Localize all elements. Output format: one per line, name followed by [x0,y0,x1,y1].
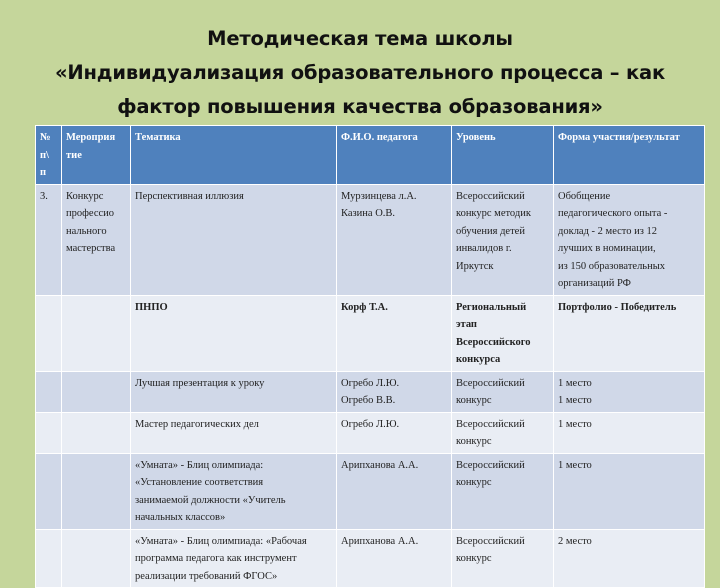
table-row [36,371,705,412]
teacher-line: Мурзинцева л.А. [341,190,417,202]
result-line: Обобщение [558,190,611,202]
cell-level [452,529,554,588]
teacher-line: Арипханова А.А. [341,535,419,547]
header-level: Уровень [452,126,554,185]
teacher-line: Огребо В.В. [341,395,396,406]
cell-teacher [337,529,452,588]
teacher-line: Казина О.В. [341,208,396,219]
cell-num [36,529,62,588]
page-title [0,22,720,124]
cell-topic [131,529,337,588]
header-topic: Тематика [131,126,337,185]
result-line: из 150 образовательных [558,260,666,272]
cell-num [36,371,62,412]
cell-teacher [337,371,452,412]
cell-topic [131,184,337,295]
cell-level [452,453,554,529]
header-result: Форма участия/результат [554,126,705,185]
table-row [36,184,705,295]
teacher-line: Огребо Л.Ю. [341,377,400,389]
event-line: профессио [66,208,115,219]
topic-line: «Умната» - Блиц олимпиада: «Рабочая [135,535,307,547]
level-line: этап [456,319,477,330]
cell-event [62,412,131,453]
level-line: конкурс [456,395,492,406]
cell-event [62,184,131,295]
cell-topic [131,371,337,412]
topic-line: программа педагога как инструмент [135,553,297,564]
level-line: Всероссийский [456,535,525,547]
cell-num [36,412,62,453]
cell-event [62,529,131,588]
level-line: обучения детей [456,225,525,237]
event-line: нального [66,225,107,237]
table-row [36,412,705,453]
topic-line: начальных классов» [135,512,226,523]
level-line: Всероссийский [456,459,525,471]
result-line: доклад - 2 место из 12 [558,225,658,237]
cell-teacher [337,453,452,529]
table-row [36,453,705,529]
cell-level [452,371,554,412]
topic-line: «Умната» - Блиц олимпиада: [135,459,264,471]
level-line: инвалидов г. [456,243,512,254]
cell-result [554,295,705,371]
teacher-line: Корф Т.А. [341,301,388,313]
cell-event [62,295,131,371]
table-header-row [36,126,705,185]
cell-teacher [337,184,452,295]
level-line: Всероссийский [456,190,525,202]
cell-event [62,371,131,412]
teacher-line: Огребо Л.Ю. [341,418,400,430]
topic-line: Лучшая презентация к уроку [135,377,265,389]
result-line: организаций РФ [558,278,631,289]
cell-num [36,453,62,529]
topic-line: Мастер педагогических дел [135,418,259,430]
result-line: Портфолио - Победитель [558,301,677,313]
cell-result [554,453,705,529]
cell-teacher [337,295,452,371]
cell-event [62,453,131,529]
level-line: конкурса [456,354,501,365]
level-line: Всероссийский [456,377,525,389]
header-teacher: Ф.И.О. педагога [337,126,452,185]
teacher-line: Арипханова А.А. [341,459,419,471]
cell-level [452,412,554,453]
level-line: Всероссийский [456,418,525,430]
header-event: Мероприя тие [62,126,131,185]
cell-num: 3. [36,184,62,295]
cell-level [452,295,554,371]
table-row [36,295,705,371]
topic-line: ПНПО [135,301,168,313]
cell-result [554,184,705,295]
level-line: конкурс [456,553,492,564]
level-line: конкурс [456,477,492,488]
result-line: 2 место [558,535,592,547]
topic-line: Перспективная иллюзия [135,190,244,202]
level-line: Региональный [456,301,527,313]
cell-level [452,184,554,295]
cell-topic [131,453,337,529]
result-line: педагогического опыта - [558,208,668,219]
cell-teacher [337,412,452,453]
result-line: лучших в номинации, [558,243,656,254]
result-line: 1 место [558,377,592,389]
cell-num [36,295,62,371]
table-row [36,529,705,588]
result-line: 1 место [558,418,592,430]
title-line-2: «Индивидуализация образовательного процесса – как [55,61,665,84]
event-line: Конкурс [66,190,104,202]
level-line: Всероссийского [456,336,531,348]
level-line: Иркутск [456,260,494,272]
topic-line: занимаемой должности «Учитель [135,494,286,506]
level-line: конкурс методик [456,208,531,219]
title-line-3: фактор повышения качества образования» [117,95,603,118]
cell-topic [131,295,337,371]
cell-result [554,412,705,453]
event-line: мастерства [66,243,116,254]
level-line: конкурс [456,436,492,447]
header-num: № п\ п [36,126,62,185]
achievements-table [35,125,705,588]
topic-line: реализации требований ФГОС» [135,570,278,582]
cell-result [554,529,705,588]
result-line: 1 место [558,459,592,471]
cell-result [554,371,705,412]
result-line: 1 место [558,395,592,406]
cell-topic [131,412,337,453]
title-line-1: Методическая тема школы [207,27,513,50]
topic-line: «Установление соответствия [135,477,264,488]
